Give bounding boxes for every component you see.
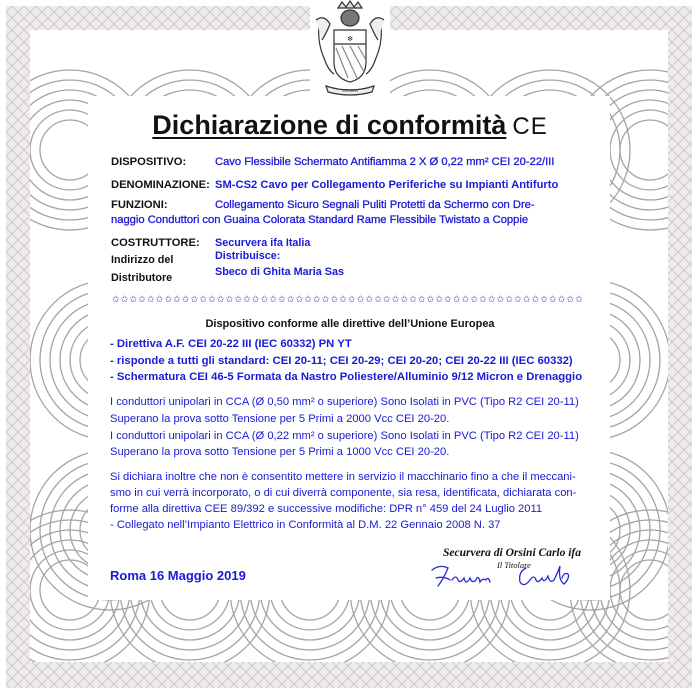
field-value: Cavo Flessibile Schermato Antifiamma 2 X Ø 0,22 mm² CEI 20-22/III <box>215 156 555 168</box>
star-separator: ✩✩✩✩✩✩✩✩✩✩✩✩✩✩✩✩✩✩✩✩✩✩✩✩✩✩✩✩✩✩✩✩✩✩✩✩✩✩✩✩✩✩✩✩✩✩✩✩✩✩✩✩✩✩ <box>112 294 585 304</box>
field-value: SM-CS2 Cavo per Collegamento Periferiche su Impianti Antifurto <box>215 179 559 191</box>
field-label: Indirizzo del <box>111 254 174 266</box>
directive-item: - Schermatura CEI 46-5 Formata da Nastro Poliestere/Alluminio 9/12 Micron e Drenaggio <box>110 371 583 383</box>
conformity-heading: Dispositivo conforme alle direttive dell’Unione Europea <box>205 318 495 330</box>
declaration-line: - Collegato nell’Impianto Elettrico in Conformità al D.M. 22 Gennaio 2008 N. 37 <box>110 519 501 531</box>
field-value: Distribuisce: <box>215 250 281 262</box>
coat-of-arms-icon <box>310 0 390 98</box>
handwritten-signature-icon <box>430 558 580 592</box>
declaration-paragraph <box>110 469 576 533</box>
note-line: I conduttori unipolari in CCA (Ø 0,22 mm² o superiore) Sono Isolati in PVC (Tipo R2 CEI 20-11) <box>110 429 579 442</box>
declaration-line: forme alla direttiva CEE 89/392 e successive modifiche: DPR n° 459 del 24 Luglio 2011 <box>110 503 543 515</box>
field-value: Collegamento Sicuro Segnali Puliti Protetti da Schermo con Dre- <box>215 199 535 211</box>
note-line: Superano la prova sotto Tensione per 5 Primi a 1000 Vcc CEI 20-20. <box>110 446 450 459</box>
field-label: Distributore <box>111 272 173 284</box>
field-label: FUNZIONI: <box>111 199 168 211</box>
svg-text:ORSINI: ORSINI <box>342 88 358 93</box>
signature-role: Il Titolare <box>497 560 531 570</box>
note-line: Superano la prova sotto Tensione per 5 Primi a 2000 Vcc CEI 20-20. <box>110 412 450 425</box>
field-label: DISPOSITIVO: <box>111 156 187 168</box>
svg-text:✻: ✻ <box>347 36 353 43</box>
field-label: COSTRUTTORE: <box>111 237 200 249</box>
directive-item: - risponde a tutti gli standard: CEI 20-11; CEI 20-29; CEI 20-20; CEI 20-22 III (IEC 60332) <box>110 354 573 367</box>
declaration-line: Si dichiara inoltre che non è consentito mettere in servizio il macchinario fino a che il meccani- <box>110 471 576 483</box>
field-value: Securvera ifa Italia <box>215 237 311 249</box>
directives-list <box>110 336 582 386</box>
ce-mark-icon: CE <box>512 113 548 140</box>
field-label: DENOMINAZIONE: <box>111 179 210 191</box>
place-date: Roma 16 Maggio 2019 <box>110 568 246 583</box>
page-title <box>0 110 700 141</box>
conductor-notes <box>110 394 579 461</box>
declaration-line: smo in cui verrà incorporato, o di cui diverrà componente, sia resa, identificata, dichiarata con- <box>110 487 577 499</box>
field-value-continued: naggio Conduttori con Guaina Colorata Standard Rame Flessibile Twistato a Coppie <box>111 214 529 226</box>
note-line: I conduttori unipolari in CCA (Ø 0,50 mm² o superiore) Sono Isolati in PVC (Tipo R2 CEI 20-11) <box>110 396 579 408</box>
directive-item: - Direttiva A.F. CEI 20-22 III (IEC 60332) PN YT <box>110 338 352 350</box>
signature-company: Securvera di Orsini Carlo ifa <box>443 547 582 559</box>
field-value: Sbeco di Ghita Maria Sas <box>215 266 345 278</box>
title-text: Dichiarazione di conformità <box>152 110 507 140</box>
